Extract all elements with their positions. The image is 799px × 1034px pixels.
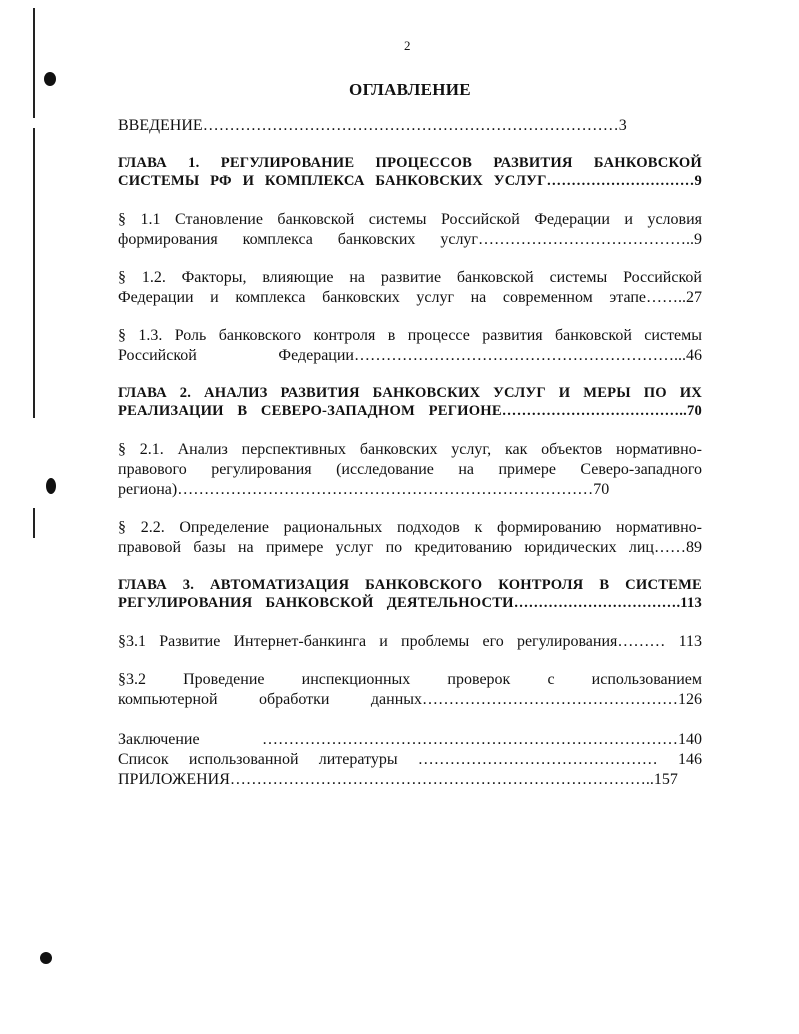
toc-line: Российской Федерации……………………………………………………...46 [118, 347, 702, 364]
toc-line: §3.2 Проведение инспекционных проверок с использованием [118, 671, 702, 688]
toc-line: региона)……………………………………………………………………70 [118, 481, 610, 498]
toc-entry-appendices[interactable] [118, 770, 702, 790]
toc-line: правового регулирования (исследование на примере Северо-западного [118, 461, 702, 478]
toc-entry-conclusion[interactable] [118, 730, 702, 750]
toc-line: § 2.1. Анализ перспективных банковских услуг, как объектов нормативно- [118, 441, 702, 458]
page-title: ОГЛАВЛЕНИЕ [349, 80, 471, 99]
page-number: 2 [404, 38, 411, 53]
toc-line: Заключение ……………………………………………………………………140 [118, 731, 702, 748]
toc-entry-section-1-1[interactable] [118, 210, 702, 250]
toc-entry-section-1-2[interactable] [118, 268, 702, 308]
scan-border-line [33, 508, 35, 538]
scan-punch-hole [40, 952, 52, 964]
toc-line: правовой базы на примере услуг по кредитованию юридических лиц……89 [118, 539, 702, 556]
toc-entry-bibliography[interactable] [118, 750, 702, 770]
scan-punch-hole [46, 478, 56, 494]
table-of-contents [118, 116, 702, 790]
toc-line: компьютерной обработки данных…………………………………………126 [118, 691, 702, 708]
toc-entry-section-2-1[interactable] [118, 440, 702, 500]
toc-entry-section-3-1[interactable] [118, 632, 702, 652]
toc-line: § 1.2. Факторы, влияющие на развитие банковской системы Российской [118, 269, 702, 286]
toc-line: ПРИЛОЖЕНИЯ……………………………………………………………………..157 [118, 771, 678, 788]
toc-line: Федерации и комплекса банковских услуг на современном этапе……..27 [118, 289, 702, 306]
toc-line: § 1.3. Роль банковского контроля в процессе развития банковской системы [118, 327, 702, 344]
toc-line: ГЛАВА 1. РЕГУЛИРОВАНИЕ ПРОЦЕССОВ РАЗВИТИЯ БАНКОВСКОЙ [118, 155, 702, 171]
toc-entry-section-2-2[interactable] [118, 518, 702, 558]
toc-line: ГЛАВА 3. АВТОМАТИЗАЦИЯ БАНКОВСКОГО КОНТРОЛЯ В СИСТЕМЕ [118, 577, 702, 593]
scan-border-line [33, 8, 35, 118]
toc-line: СИСТЕМЫ РФ И КОМПЛЕКСА БАНКОВСКИХ УСЛУГ…………………………9 [118, 173, 702, 189]
toc-entry-section-3-2[interactable] [118, 670, 702, 710]
toc-line: РЕГУЛИРОВАНИЯ БАНКОВСКОЙ ДЕЯТЕЛЬНОСТИ…………………………….113 [118, 595, 702, 611]
toc-entry-introduction[interactable] [118, 116, 702, 136]
toc-entry-section-1-3[interactable] [118, 326, 702, 366]
toc-line: §3.1 Развитие Интернет-банкинга и проблемы его регулирования……… 113 [118, 633, 702, 650]
toc-entry-chapter-3[interactable] [118, 576, 702, 612]
toc-entry-chapter-2[interactable] [118, 384, 702, 420]
toc-entry-chapter-1[interactable] [118, 154, 702, 190]
toc-line: формирования комплекса банковских услуг…………………………………..9 [118, 231, 702, 248]
toc-line: ВВЕДЕНИЕ……………………………………………………………………3 [118, 117, 627, 134]
toc-line: § 1.1 Становление банковской системы Российской Федерации и условия [118, 211, 702, 228]
scan-border-line [33, 128, 35, 418]
toc-line: РЕАЛИЗАЦИИ В СЕВЕРО-ЗАПАДНОМ РЕГИОНЕ………………………………..70 [118, 403, 702, 419]
toc-line: Список использованной литературы ……………………………………… 146 [118, 751, 702, 768]
toc-line: § 2.2. Определение рациональных подходов к формированию нормативно- [118, 519, 702, 536]
toc-line: ГЛАВА 2. АНАЛИЗ РАЗВИТИЯ БАНКОВСКИХ УСЛУГ И МЕРЫ ПО ИХ [118, 385, 702, 401]
